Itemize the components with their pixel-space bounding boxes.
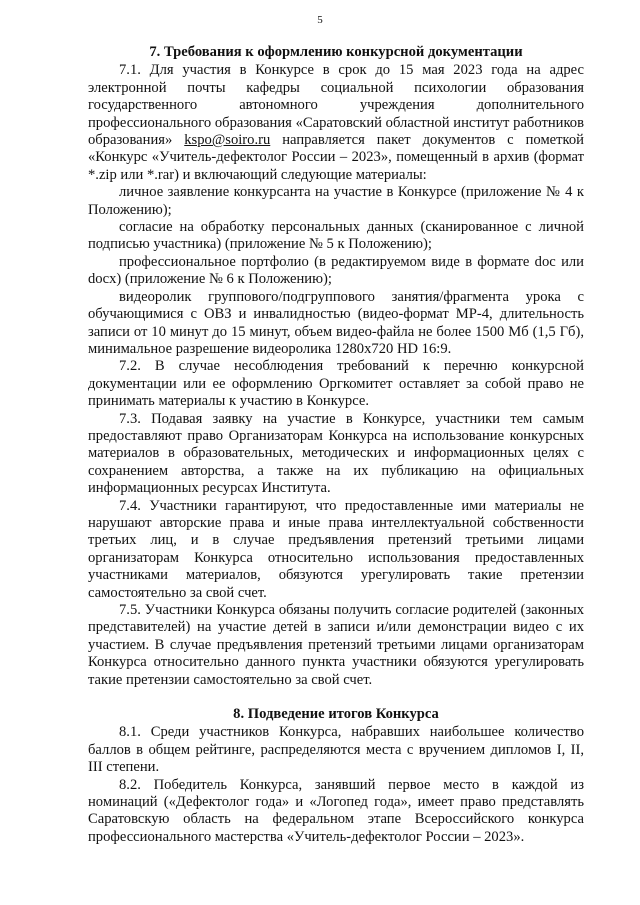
paragraph-8-1: 8.1. Среди участников Конкурса, набравших наибольшее количество баллов в общем рейтинге, распределяются места с вручением дипломов I, II, III степени. (88, 724, 584, 776)
paragraph-7-3: 7.3. Подавая заявку на участие в Конкурсе, участники тем самым предоставляют право Организаторам Конкурса на использование конкурсных материалов в образовательных, методических и информационных целях с сохранением авторства, а также на их публикацию на официальных информационных ресурсах Института. (88, 410, 584, 497)
paragraph-7-1-text-start: 7.1. Для участия в Конкурсе в срок до 15 мая 2023 года на адрес электронной почты кафедры социальной психологии образования государственного автономного учреждения дополнительного профессионального образования «Саратовский областной институт работников образования» (88, 62, 584, 149)
section-7-heading: 7. Требования к оформлению конкурсной документации (149, 44, 523, 60)
list-item-application: личное заявление конкурсанта на участие в Конкурсе (приложение № 4 к Положению); (88, 184, 584, 218)
section-8-heading: 8. Подведение итогов Конкурса (233, 706, 439, 723)
page-number: 5 (317, 14, 323, 26)
paragraph-7-1-text-end: направляется пакет документов с пометкой «Конкурс «Учитель-дефектолог России – 2023», помещенный в архив (формат *.zip или *.rar) и включающий следующие материалы: (88, 132, 584, 183)
paragraph-7-5: 7.5. Участники Конкурса обязаны получить согласие родителей (законных представителей) на участие детей в записи и/или демонстрации видео с их участием. В случае предъявления претензий третьими лицами организаторам Конкурса относительно данного пункта участники обязуются урегулировать такие претензии самостоятельно за свой счет. (88, 602, 584, 688)
paragraph-7-4: 7.4. Участники гарантируют, что предоставленные ими материалы не нарушают авторские права и иные права интеллектуальной собственности третьих лиц, и в случае предъявления претензий третьими лицами организаторам Конкурса относительно использования предоставленных участниками материалов, обязуются урегулировать такие претензии самостоятельно за свой счет. (88, 497, 584, 601)
email-link[interactable]: kspo@soiro.ru (184, 132, 271, 149)
list-item-consent: согласие на обработку персональных данных (сканированное с личной подписью участника) (приложение № 5 к Положению); (88, 219, 584, 253)
paragraph-7-2: 7.2. В случае несоблюдения требований к перечню конкурсной документации или ее оформлению Оргкомитет оставляет за собой право не принимать материалы к участию в Конкурсе. (88, 358, 584, 410)
list-item-portfolio: профессиональное портфолио (в редактируемом виде в формате doc или docx) (приложение № 6 к Положению); (88, 253, 584, 288)
paragraph-7-1 (88, 62, 584, 184)
paragraph-8-2: 8.2. Победитель Конкурса, занявший первое место в каждой из номинаций («Дефектолог года» и «Логопед года», имеет право представлять Саратовскую область на федеральном этапе Всероссийского конкурса профессионального мастерства «Учитель-дефектолог России – 2023». (88, 776, 584, 845)
list-item-video: видеоролик группового/подгруппового занятия/фрагмента урока с обучающимися с ОВЗ и инвалидностью (видео-формат МР-4, длительность записи от 10 минут до 15 минут, объем видео-файла не более 1500 Мб (1,5 Гб), минимальное разрешение видеоролика 1280х720 HD 16:9. (88, 288, 584, 357)
document-body (88, 44, 584, 846)
